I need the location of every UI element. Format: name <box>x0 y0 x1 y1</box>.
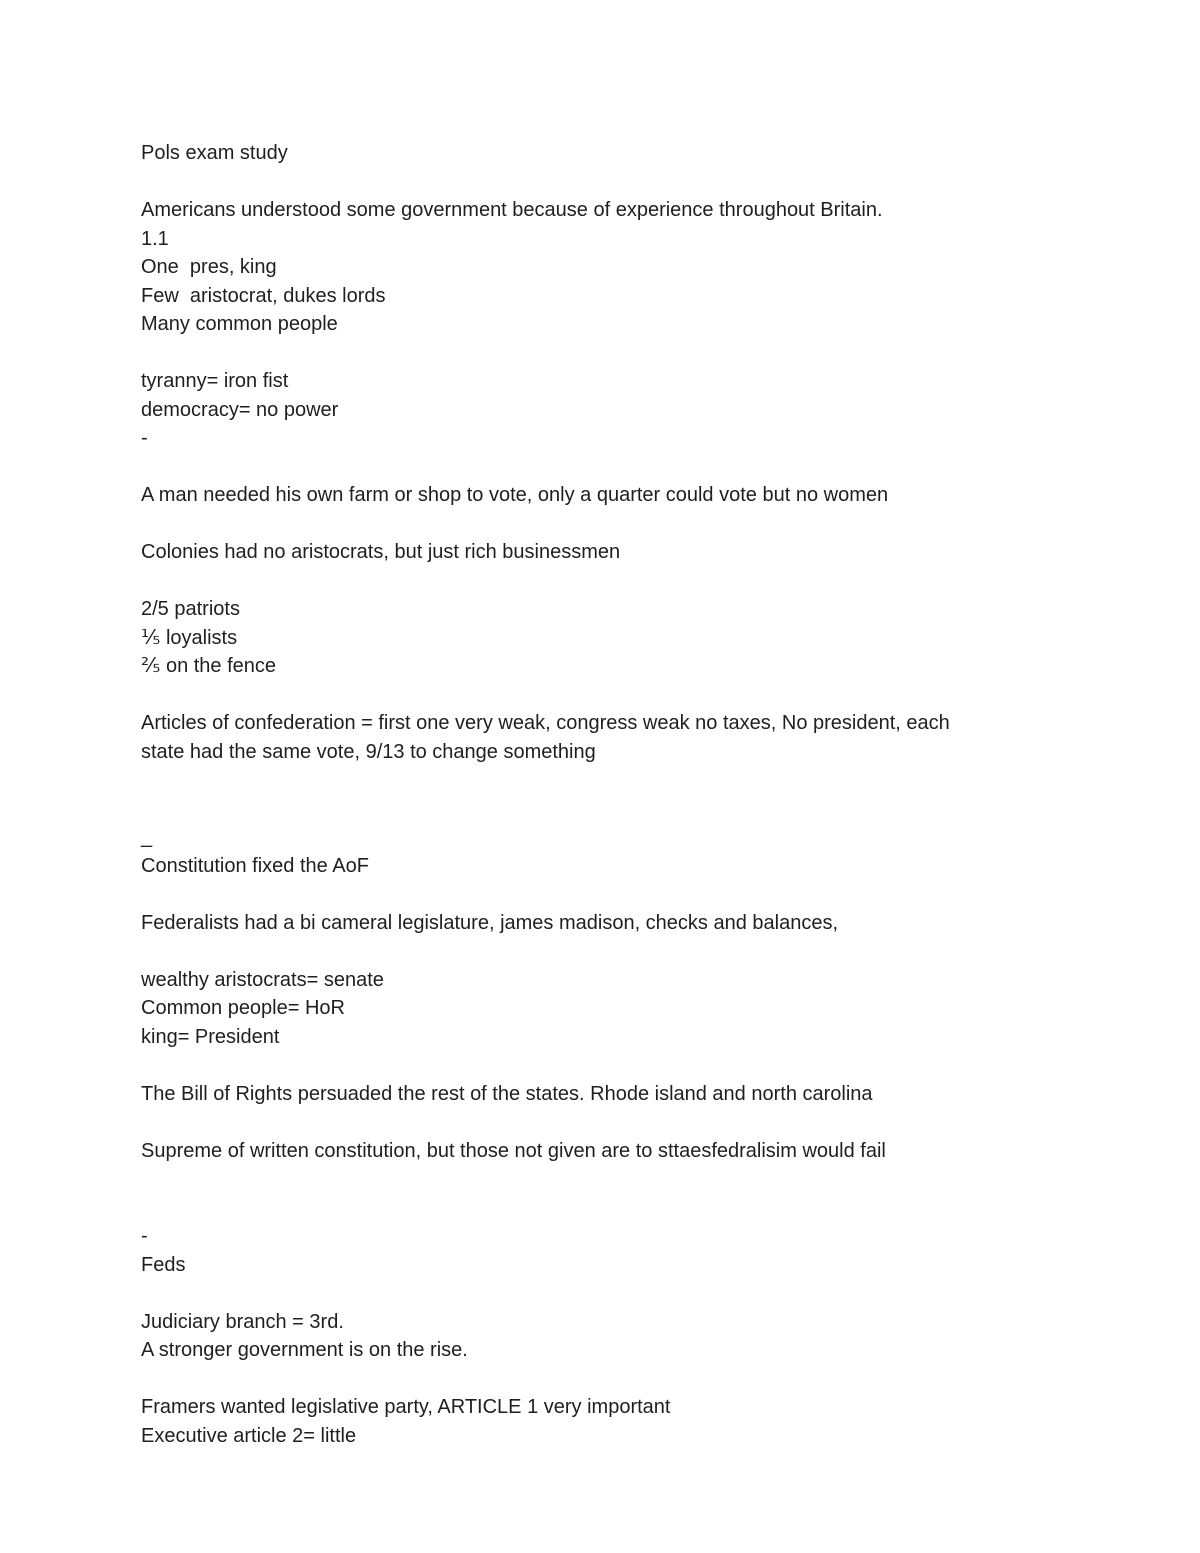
blank-line <box>141 880 1041 909</box>
blank-line <box>141 567 1041 596</box>
text-line: Few aristocrat, dukes lords <box>141 284 386 307</box>
text-line: Judiciary branch = 3rd. <box>141 1310 344 1333</box>
blank-line <box>141 1165 1041 1194</box>
text-line: Federalists had a bi cameral legislature, james madison, checks and balances, <box>141 911 839 934</box>
blank-line <box>141 510 1041 539</box>
text-line: democracy= no power <box>141 398 339 421</box>
text-line: Framers wanted legislative party, ARTICLE 1 very important <box>141 1396 671 1418</box>
blank-line <box>141 453 1041 482</box>
blank-line <box>141 168 1041 197</box>
blank-line <box>141 766 1041 795</box>
text-line: Constitution fixed the AoF <box>141 854 369 877</box>
blank-line <box>141 1279 1041 1308</box>
text-line: _ <box>141 826 153 848</box>
blank-line <box>141 1108 1041 1137</box>
text-line: - <box>141 427 148 449</box>
text-line: 2/5 patriots <box>141 598 240 620</box>
text-line: - <box>141 1225 148 1247</box>
text-line: Many common people <box>141 313 338 335</box>
blank-line <box>141 1194 1041 1223</box>
text-line: state had the same vote, 9/13 to change something <box>141 740 596 763</box>
blank-line <box>141 681 1041 710</box>
blank-line <box>141 795 1041 824</box>
document-title: Pols exam study <box>141 142 288 164</box>
text-line: Supreme of written constitution, but those not given are to sttaesfedralisim would fail <box>141 1139 886 1162</box>
text-line: One pres, king <box>141 256 277 278</box>
text-line: king= President <box>141 1025 280 1048</box>
text-line: A man needed his own farm or shop to vote, only a quarter could vote but no women <box>141 484 889 506</box>
text-line: Executive article 2= little <box>141 1424 357 1447</box>
blank-line <box>141 339 1041 368</box>
blank-line <box>141 937 1041 966</box>
text-line: 1.1 <box>141 227 169 250</box>
text-line: ⅖ on the fence <box>141 655 277 677</box>
text-line: Articles of confederation = first one very weak, congress weak no taxes, No president, each <box>141 712 950 734</box>
text-line: A stronger government is on the rise. <box>141 1339 468 1361</box>
blank-line <box>141 1051 1041 1080</box>
document-body <box>141 139 1041 1450</box>
blank-line <box>141 1365 1041 1394</box>
text-line: Feds <box>141 1253 186 1276</box>
text-line: tyranny= iron fist <box>141 370 289 392</box>
text-line: Americans understood some government because of experience throughout Britain. <box>141 199 883 221</box>
text-line: ⅕ loyalists <box>141 626 238 649</box>
text-line: Colonies had no aristocrats, but just rich businessmen <box>141 541 621 563</box>
text-line: wealthy aristocrats= senate <box>141 968 384 991</box>
text-line: The Bill of Rights persuaded the rest of the states. Rhode island and north carolina <box>141 1082 873 1105</box>
text-line: Common people= HoR <box>141 997 345 1019</box>
